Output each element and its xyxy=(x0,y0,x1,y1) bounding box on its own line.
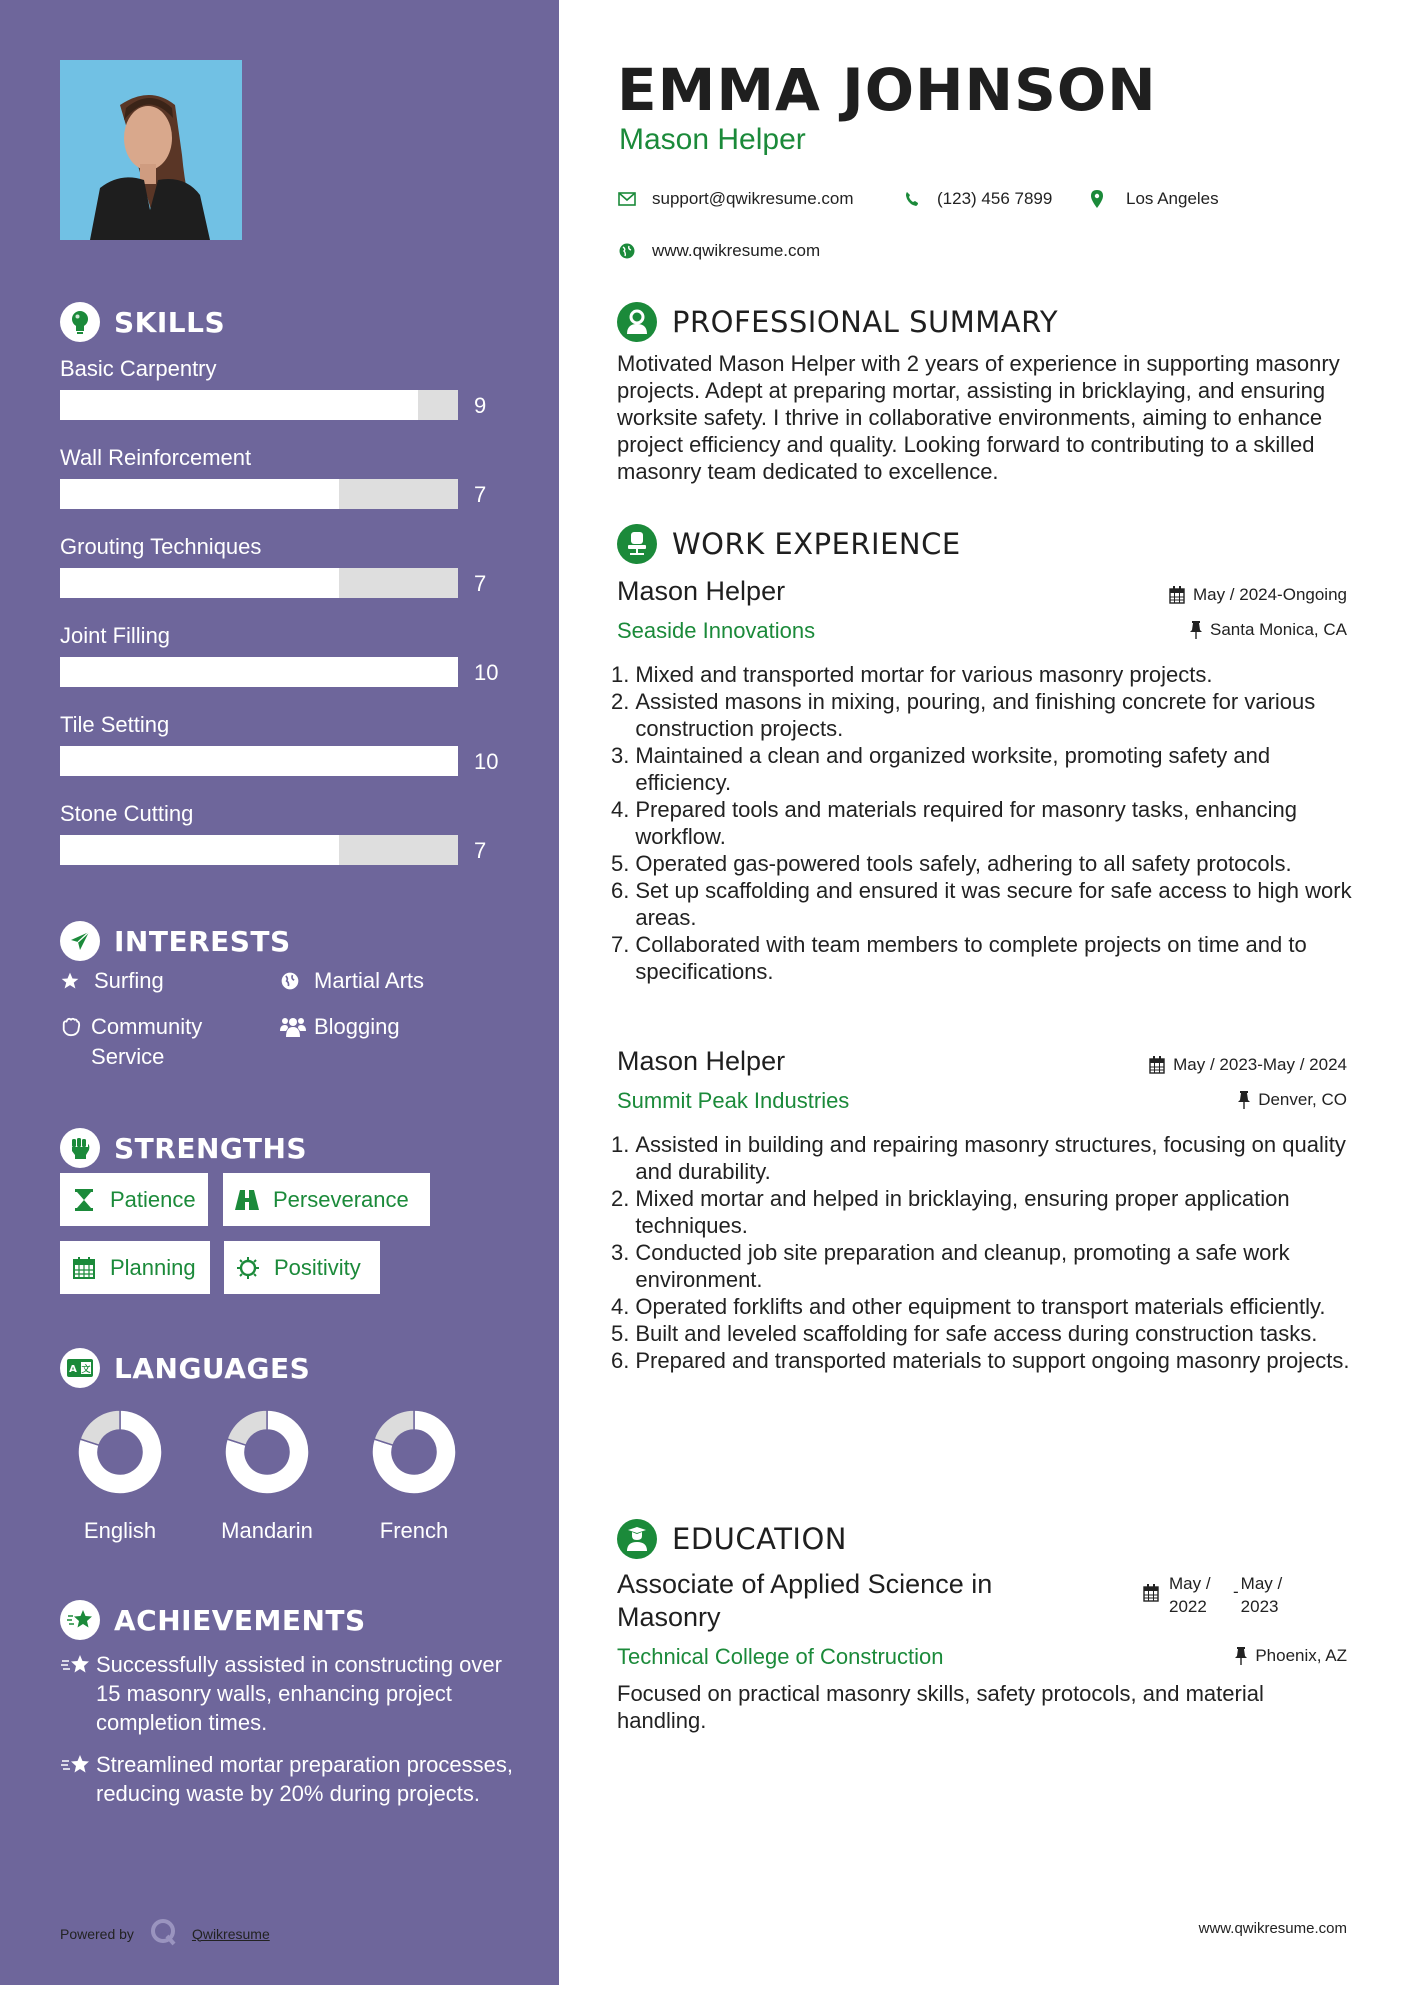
job-location: Denver, CO xyxy=(1238,1090,1347,1110)
education-degree: Associate of Applied Science in Masonry xyxy=(617,1569,993,1632)
star-icon xyxy=(60,966,86,996)
job-title: Mason Helper xyxy=(617,576,786,606)
graduate-icon xyxy=(617,1519,657,1559)
interest-item: Surfing xyxy=(60,966,164,996)
skill-bar-fill xyxy=(60,657,458,687)
contact-location: Los Angeles xyxy=(1088,189,1219,209)
envelope-icon xyxy=(618,190,636,208)
duty-item: 3. Conducted job site preparation and cleanup, promoting a safe work environment. xyxy=(611,1240,1290,1292)
contact-email xyxy=(618,189,854,209)
summary-heading: PROFESSIONAL SUMMARY xyxy=(617,302,1058,342)
duty-item: 5. Operated gas-powered tools safely, adhering to all safety protocols. xyxy=(611,851,1292,876)
company-name: Seaside Innovations xyxy=(617,618,816,643)
strength-chip: Patience xyxy=(60,1173,208,1226)
duty-item: 4. Operated forklifts and other equipment to transport materials efficiently. xyxy=(611,1294,1326,1319)
road-icon xyxy=(235,1188,259,1212)
contact-website xyxy=(618,241,820,261)
education-description: Focused on practical masonry skills, safety protocols, and material handling. xyxy=(617,1681,1264,1733)
interests-heading: INTERESTS xyxy=(60,921,291,961)
skill-value: 7 xyxy=(474,838,487,863)
strength-chip: Planning xyxy=(60,1241,210,1294)
shooting-star-icon xyxy=(60,1750,96,1779)
skill-bar-fill xyxy=(60,390,418,420)
skill-value: 10 xyxy=(474,660,499,685)
summary-text: Motivated Mason Helper with 2 years of experience in supporting masonry projects. Adept at preparing mortar, assisting in bricklaying, and ensuring worksite safety. I thrive in collaborative environments, aiming to enhance project efficiency and quality. Looking forward to contributing to a skilled masonry team dedicated to excellence. xyxy=(617,351,1340,484)
achievements-heading: ACHIEVEMENTS xyxy=(60,1600,366,1640)
skill-label: Wall Reinforcement xyxy=(60,445,252,470)
globe-icon xyxy=(280,966,306,996)
language-label: French xyxy=(379,1518,449,1543)
job-location: Santa Monica, CA xyxy=(1190,620,1347,640)
website-link[interactable]: www.qwikresume.com xyxy=(652,241,821,260)
skill-value: 9 xyxy=(474,393,487,418)
skill-bar xyxy=(60,835,458,865)
footer-website[interactable]: www.qwikresume.com xyxy=(1198,1920,1347,1937)
pushpin-icon xyxy=(1190,621,1202,639)
duty-item: 2. Mixed mortar and helped in bricklaying, ensuring proper application techniques. xyxy=(611,1186,1290,1238)
skills-heading: SKILLS xyxy=(60,302,225,342)
calendar-icon xyxy=(72,1256,96,1280)
interest-item: Martial Arts xyxy=(280,966,424,996)
skill-bar-fill xyxy=(60,479,339,509)
duty-item: 4. Prepared tools and materials required for masonry tasks, enhancing workflow. xyxy=(611,797,1297,849)
candidate-title: Mason Helper xyxy=(619,123,806,156)
education-school: Technical College of Construction xyxy=(617,1644,944,1669)
svg-text:A: A xyxy=(69,1364,77,1375)
strengths-heading: STRENGTHS xyxy=(60,1128,307,1168)
calendar-icon xyxy=(1169,586,1185,604)
languages-heading: A 文 LANGUAGES xyxy=(60,1348,310,1388)
skill-value: 7 xyxy=(474,482,487,507)
user-icon xyxy=(617,302,657,342)
shooting-star-icon xyxy=(60,1600,100,1640)
duty-item: 6. Prepared and transported materials to support ongoing masonry projects. xyxy=(611,1348,1350,1373)
qwikresume-logo-icon xyxy=(150,1918,178,1949)
hand-icon xyxy=(60,1012,83,1042)
skill-bar-fill xyxy=(60,746,458,776)
email-link[interactable]: support@qwikresume.com xyxy=(652,189,854,208)
skill-bar-fill xyxy=(60,835,339,865)
language-label: Mandarin xyxy=(221,1518,313,1543)
duty-item: 5. Built and leveled scaffolding for safe access during construction tasks. xyxy=(611,1321,1318,1346)
pushpin-icon xyxy=(1235,1647,1247,1665)
duty-item: 3. Maintained a clean and organized worksite, promoting safety and efficiency. xyxy=(611,743,1271,795)
interest-item: Community Service xyxy=(60,1012,260,1072)
globe-icon xyxy=(618,242,636,260)
education-location: Phoenix, AZ xyxy=(1235,1646,1347,1666)
duty-item: 7. Collaborated with team members to complete projects on time and to specifications. xyxy=(611,932,1307,984)
job-title: Mason Helper xyxy=(617,1046,786,1076)
qwikresume-link[interactable]: Qwikresume xyxy=(191,1925,270,1942)
candidate-name: EMMA JOHNSON xyxy=(617,56,1157,124)
job-dates: May / 2024-Ongoing xyxy=(1169,585,1347,605)
pushpin-icon xyxy=(1238,1091,1250,1109)
duty-item: 1. Mixed and transported mortar for various masonry projects. xyxy=(611,662,1213,687)
strength-chip: Perseverance xyxy=(223,1173,430,1226)
skill-bar xyxy=(60,479,458,509)
education-dates: May / 2022 - May / 2023 xyxy=(1143,1572,1301,1618)
skill-value: 7 xyxy=(474,571,487,596)
skill-label: Grouting Techniques xyxy=(60,534,262,559)
profile-photo xyxy=(60,60,242,240)
shooting-star-icon xyxy=(60,1650,96,1679)
hourglass-icon xyxy=(72,1188,96,1212)
skill-bar xyxy=(60,746,458,776)
duties-list xyxy=(611,1131,1352,1374)
achievement-item: Streamlined mortar preparation processes, reducing waste by 20% during projects. xyxy=(60,1750,520,1808)
interest-item: Blogging xyxy=(280,1012,400,1042)
office-chair-icon xyxy=(617,524,657,564)
powered-by: Powered by Qwikresume xyxy=(60,1918,270,1949)
users-icon xyxy=(280,1012,306,1042)
phone-icon xyxy=(903,190,921,208)
translate-icon xyxy=(60,1348,100,1388)
skill-label: Stone Cutting xyxy=(60,801,194,826)
duty-item: 6. Set up scaffolding and ensured it was secure for safe access to high work areas. xyxy=(611,878,1352,930)
achievement-item: Successfully assisted in constructing over 15 masonry walls, enhancing project completion times. xyxy=(60,1650,520,1737)
duty-item: 2. Assisted masons in mixing, pouring, and finishing concrete for various construction projects. xyxy=(611,689,1316,741)
contact-phone: (123) 456 7899 xyxy=(903,189,1052,209)
calendar-icon xyxy=(1143,1584,1159,1608)
skill-bar xyxy=(60,568,458,598)
skill-label: Basic Carpentry xyxy=(60,356,217,381)
strength-chip: Positivity xyxy=(224,1241,380,1294)
education-heading: EDUCATION xyxy=(617,1519,847,1559)
skill-bar xyxy=(60,390,458,420)
lightbulb-icon xyxy=(60,302,100,342)
paper-plane-icon xyxy=(60,921,100,961)
fist-icon xyxy=(60,1128,100,1168)
job-dates: May / 2023-May / 2024 xyxy=(1149,1055,1347,1075)
company-name: Summit Peak Industries xyxy=(617,1088,850,1113)
map-pin-icon xyxy=(1088,190,1106,208)
skill-value: 10 xyxy=(474,749,499,774)
skill-label: Tile Setting xyxy=(60,712,170,737)
duties-list xyxy=(611,661,1352,985)
language-label: English xyxy=(83,1518,157,1543)
calendar-icon xyxy=(1149,1056,1165,1074)
skill-bar xyxy=(60,657,458,687)
skill-bar-fill xyxy=(60,568,339,598)
skill-label: Joint Filling xyxy=(60,623,171,648)
sun-icon xyxy=(236,1256,260,1280)
experience-heading: WORK EXPERIENCE xyxy=(617,524,961,564)
duty-item: 1. Assisted in building and repairing masonry structures, focusing on quality and durability. xyxy=(611,1132,1346,1184)
svg-text:文: 文 xyxy=(81,1365,91,1375)
